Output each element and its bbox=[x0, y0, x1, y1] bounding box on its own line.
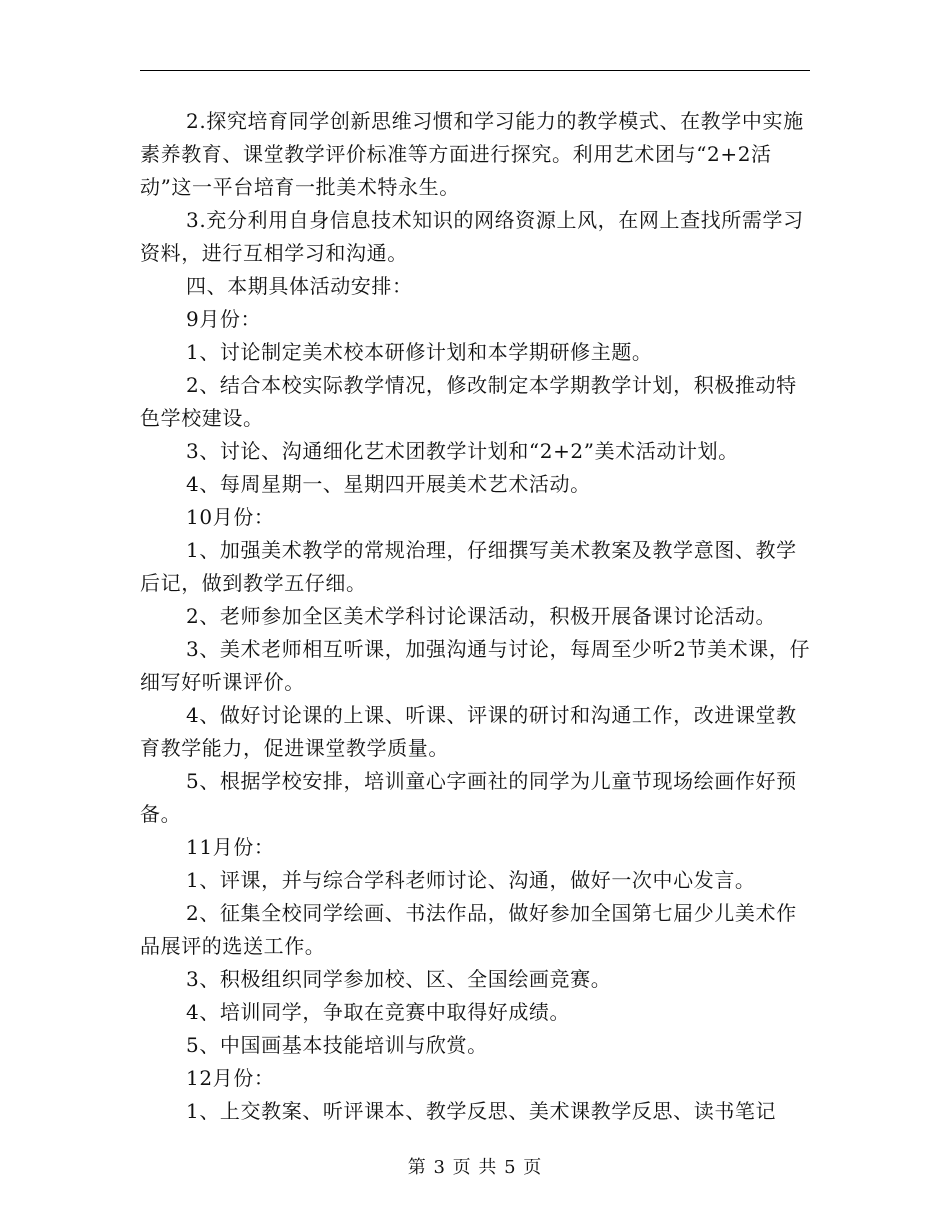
list-item: 5、根据学校安排，培训童心字画社的同学为儿童节现场绘画作好预备。 bbox=[140, 769, 797, 826]
list-item: 3、积极组织同学参加校、区、全国绘画竞赛。 bbox=[186, 967, 612, 991]
list-item: 1、评课，并与综合学科老师讨论、沟通，做好一次中心发言。 bbox=[186, 868, 756, 892]
list-item: 2、结合本校实际教学情况，修改制定本学期教学计划，积极推动特色学校建设。 bbox=[140, 373, 797, 430]
list-item: 4、培训同学，争取在竞赛中取得好成绩。 bbox=[186, 1000, 571, 1024]
list-item: 5、中国画基本技能培训与欣赏。 bbox=[186, 1033, 488, 1057]
paragraph: 2.探究培育同学创新思维习惯和学习能力的教学模式、在教学中实施素养教育、课堂教学评价标准等方面进行探究。利用艺术团与“2+2活动”这一平台培育一批美术特永生。 bbox=[140, 109, 804, 199]
list-item: 2、老师参加全区美术学科讨论课活动，积极开展备课讨论活动。 bbox=[186, 604, 777, 628]
page-number: 第 3 页 共 5 页 bbox=[407, 1157, 543, 1178]
list-item: 3、讨论、沟通细化艺术团教学计划和“2+2”美术活动计划。 bbox=[186, 439, 739, 463]
list-item: 4、做好讨论课的上课、听课、评课的研讨和沟通工作，改进课堂教育教学能力，促进课堂教学质量。 bbox=[140, 703, 797, 760]
document-body bbox=[140, 105, 812, 1128]
section-heading: 四、本期具体活动安排： bbox=[186, 274, 413, 298]
month-heading: 12月份： bbox=[186, 1066, 275, 1090]
month-heading: 9月份： bbox=[186, 307, 262, 331]
list-item: 1、讨论制定美术校本研修计划和本学期研修主题。 bbox=[186, 340, 653, 364]
list-item: 1、上交教案、听评课本、教学反思、美术课教学反思、读书笔记 bbox=[186, 1099, 777, 1123]
list-item: 1、加强美术教学的常规治理，仔细撰写美术教案及教学意图、教学后记，做到教学五仔细。 bbox=[140, 538, 797, 595]
list-item: 2、征集全校同学绘画、书法作品，做好参加全国第七届少儿美术作品展评的选送工作。 bbox=[140, 901, 797, 958]
month-heading: 11月份： bbox=[186, 835, 275, 859]
paragraph: 3.充分利用自身信息技术知识的网络资源上风，在网上查找所需学习资料，进行互相学习和沟通。 bbox=[140, 208, 804, 265]
month-heading: 10月份： bbox=[186, 505, 275, 529]
list-item: 3、美术老师相互听课，加强沟通与讨论，每周至少听2节美术课，仔细写好听课评价。 bbox=[140, 637, 811, 694]
list-item: 4、每周星期一、星期四开展美术艺术活动。 bbox=[186, 472, 591, 496]
header-rule bbox=[140, 70, 810, 71]
